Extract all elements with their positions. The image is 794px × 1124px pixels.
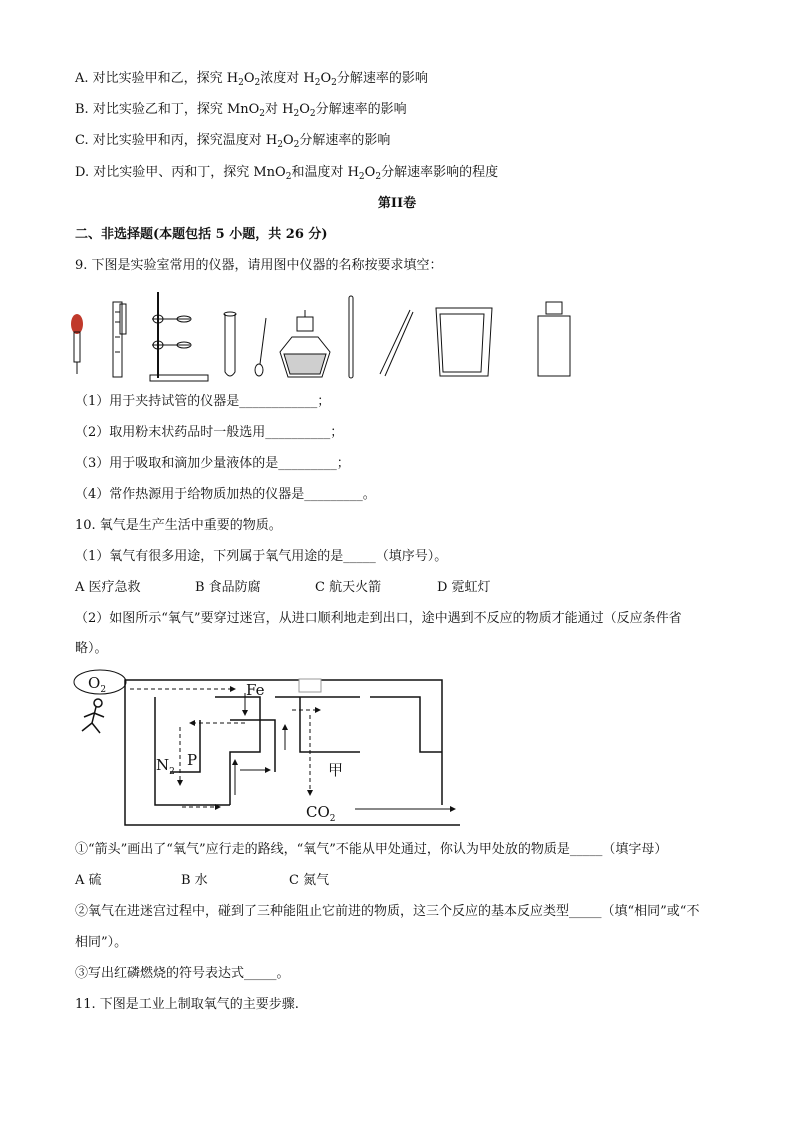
dropper-icon — [71, 314, 83, 374]
jia-label: 甲 — [328, 761, 344, 779]
o2-marker — [74, 670, 126, 695]
q10-part1: （1）氧气有很多用途，下列属于氧气用途的是_____（填序号）。 — [75, 549, 448, 564]
test-tube-holder-icon — [113, 302, 126, 377]
q8-option-c: C. 对比实验甲和丙，探究温度对 $H_2O_2$分解速率的影响 — [75, 133, 391, 150]
svg-text:O2: $O_2$ — [88, 674, 107, 695]
q8-option-d: D. 对比实验甲、丙和丁，探究 MnO$_2$和温度对 $H_2O_2$分解速率影响的程度 — [75, 165, 499, 182]
route-arrows — [130, 689, 455, 809]
fe-label: Fe — [246, 681, 265, 699]
q9-item-4: （4）常作热源用于给物质加热的仪器是_________。 — [75, 487, 376, 502]
section-title: 第II卷 — [377, 196, 417, 211]
part-title: 二、非选择题(本题包括 5 小题，共 26 分) — [75, 227, 328, 242]
q10-sub1: ①“箭头”画出了“氧气”应行走的路线，“氧气”不能从甲处通过，你认为甲处放的物质是_____（填字母） — [75, 842, 668, 857]
running-man-icon — [82, 699, 104, 733]
q8-option-a: A. 对比实验甲和乙，探究 $H_2O_2$浓度对 $H_2O_2$分解速率的影响 — [75, 71, 428, 88]
medicine-spoon-icon — [255, 318, 266, 376]
q10-stem: 10. 氧气是生产生活中重要的物质。 — [75, 518, 282, 533]
q10-sub1-options — [75, 872, 329, 890]
q9-stem: 9. 下图是实验室常用的仪器，请用图中仪器的名称按要求填空： — [75, 258, 443, 273]
empty-box — [299, 679, 321, 692]
option-c: C 航天火箭 — [315, 580, 382, 595]
tweezers-icon — [380, 310, 413, 376]
option-d: D 霓虹灯 — [437, 580, 491, 595]
option-b: B 食品防腐 — [195, 580, 261, 595]
reagent-bottle-icon — [538, 302, 570, 376]
co2-label: $CO_2$ — [306, 803, 336, 824]
q9-item-1: （1）用于夹持试管的仪器是____________； — [75, 394, 331, 409]
option-a: A 医疗急救 — [75, 580, 141, 595]
oxygen-maze-figure — [70, 665, 470, 835]
option-c: C 氮气 — [289, 873, 330, 888]
q10-sub3: ③写出红磷燃烧的符号表达式_____。 — [75, 966, 290, 981]
option-a: A 硫 — [75, 873, 102, 888]
maze-walls — [125, 680, 460, 825]
q10-part1-options — [75, 579, 491, 597]
beaker-icon — [436, 308, 492, 376]
q10-sub2-line1: ②氧气在进迷宫过程中，碰到了三种能阻止它前进的物质，这三个反应的基本反应类型_____（填“相同”或“不 — [75, 904, 700, 919]
iron-stand-icon — [150, 292, 208, 381]
q10-part2-line1: （2）如图所示“氧气”要穿过迷宫，从进口顺利地走到出口，途中遇到不反应的物质才能通过（反应条件省 — [75, 611, 682, 626]
q9-item-2: （2）取用粉末状药品时一般选用__________； — [75, 425, 344, 440]
glass-rod-icon — [349, 296, 353, 378]
option-b: B 水 — [181, 873, 208, 888]
test-tube-icon — [224, 312, 236, 376]
p-label: P — [187, 751, 198, 769]
q11-stem: 11. 下图是工业上制取氧气的主要步骤. — [75, 997, 299, 1012]
q10-sub2-line2: 相同”）。 — [75, 935, 128, 950]
alcohol-lamp-icon — [280, 310, 330, 377]
lab-instruments-figure — [60, 292, 590, 382]
q9-item-3: （3）用于吸取和滴加少量液体的是_________； — [75, 456, 350, 471]
q8-option-b: B. 对比实验乙和丁，探究 MnO$_2$对 $H_2O_2$分解速率的影响 — [75, 102, 407, 119]
q10-part2-line2: 略）。 — [75, 641, 108, 656]
n2-label: $N_2$ — [156, 756, 175, 777]
